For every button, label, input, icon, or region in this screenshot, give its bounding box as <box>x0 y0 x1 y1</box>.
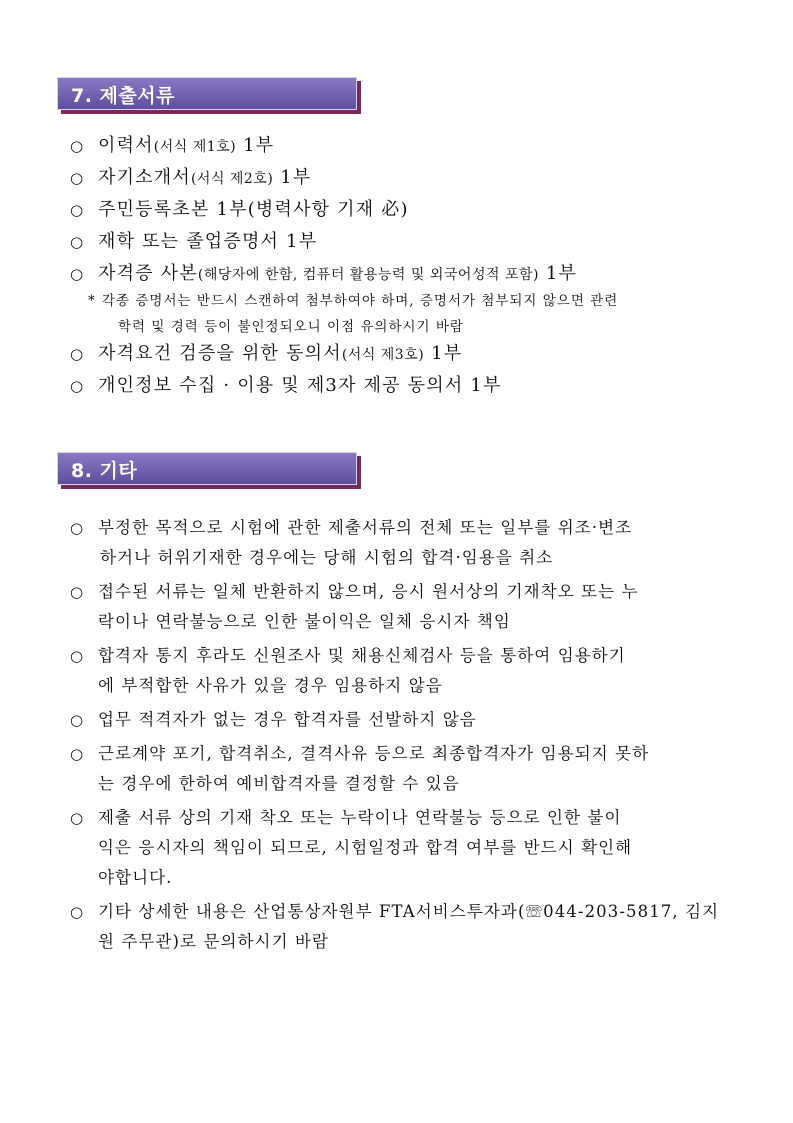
bullet-icon: ○ <box>70 745 85 763</box>
note-line-1: 각종 증명서는 반드시 스캔하여 첨부하여야 하며, 증명서가 첨부되지 않으면 관련 <box>102 293 619 309</box>
item-text: 개인정보 수집 · 이용 및 제3자 제공 동의서 1부 <box>98 375 502 396</box>
item-line: 익은 응시자의 책임이 되므로, 시험일정과 합격 여부를 반드시 확인해 <box>98 838 633 857</box>
item-text: 주민등록초본 1부(병력사항 기재 必) <box>98 199 409 220</box>
bullet-icon: ○ <box>70 345 85 363</box>
item-line: 근로계약 포기, 합격취소, 결격사유 등으로 최종합격자가 임용되지 못하 <box>98 744 650 763</box>
item-line: 접수된 서류는 일체 반환하지 않으며, 응시 원서상의 기재착오 또는 누 <box>98 582 639 601</box>
bullet-icon: ○ <box>70 169 85 187</box>
bullet-icon: ○ <box>70 265 85 283</box>
list-item <box>70 131 710 163</box>
list-item <box>70 705 710 735</box>
item-line: 야합니다. <box>98 868 173 887</box>
section-8-heading <box>57 452 357 485</box>
list-item <box>70 513 710 573</box>
section-7-heading <box>57 77 357 110</box>
bullet-icon: ○ <box>70 519 85 537</box>
item-tail: 1부 <box>273 167 312 188</box>
list-item <box>70 195 710 227</box>
item-tail: 1부 <box>538 263 578 284</box>
submission-documents-list <box>70 131 710 403</box>
list-item <box>70 259 710 291</box>
item-tail: 1부 <box>236 135 275 156</box>
item-line: 부정한 목적으로 시험에 관한 제출서류의 전체 또는 일부를 위조·변조 <box>98 518 633 537</box>
item-text: 이력서 <box>98 135 154 156</box>
list-item <box>70 739 710 799</box>
note-line-2: 학력 및 경력 등이 불인정되오니 이점 유의하시기 바람 <box>118 319 464 335</box>
list-item <box>70 227 710 259</box>
item-line: 원 주무관)로 문의하시기 바람 <box>98 932 330 951</box>
item-text: 자격요건 검증을 위한 동의서 <box>98 343 342 364</box>
item-line: 하거나 허위기재한 경우에는 당해 시험의 합격·임용을 취소 <box>100 548 554 567</box>
item-tail: 1부 <box>424 343 463 364</box>
bullet-icon: ○ <box>70 711 85 729</box>
section-7-title: 7. 제출서류 <box>71 85 175 107</box>
item-line: 는 경우에 한하여 예비합격자를 결정할 수 있음 <box>98 774 460 793</box>
bullet-icon: ○ <box>70 137 85 155</box>
list-item <box>70 163 710 195</box>
item-text: 자기소개서 <box>98 167 191 188</box>
item-line: 에 부적합한 사유가 있을 경우 임용하지 않음 <box>98 676 443 695</box>
asterisk-icon: * <box>88 293 96 309</box>
item-text: 자격증 사본 <box>98 263 198 284</box>
item-line: 합격자 통지 후라도 신원조사 및 채용신체검사 등을 통하여 임용하기 <box>98 646 626 665</box>
list-item <box>70 371 710 403</box>
list-item <box>70 897 720 957</box>
document-note <box>70 288 710 340</box>
bullet-icon: ○ <box>70 233 85 251</box>
item-line: 기타 상세한 내용은 산업통상자원부 FTA서비스투자과(☏044-203-5817, 김지 <box>98 902 720 921</box>
item-note: (서식 제2호) <box>190 171 274 187</box>
bullet-icon: ○ <box>70 809 85 827</box>
item-line: 락이나 연락불능으로 인한 불이익은 일체 응시자 책임 <box>98 612 511 631</box>
item-note: (서식 제1호) <box>153 139 237 155</box>
item-note: (해당자에 한함, 컴퓨터 활용능력 및 외국어성적 포함) <box>197 267 539 283</box>
list-item <box>70 641 710 701</box>
list-item <box>70 577 710 637</box>
bullet-icon: ○ <box>70 903 85 921</box>
bullet-icon: ○ <box>70 201 85 219</box>
item-note: (서식 제3호) <box>341 347 425 363</box>
item-line: 업무 적격자가 없는 경우 합격자를 선발하지 않음 <box>98 710 477 729</box>
bullet-icon: ○ <box>70 583 85 601</box>
section-8-title: 8. 기타 <box>71 460 138 482</box>
list-item <box>70 803 710 893</box>
item-line: 제출 서류 상의 기재 착오 또는 누락이나 연락불능 등으로 인한 불이 <box>98 808 622 827</box>
item-text: 재학 또는 졸업증명서 1부 <box>98 231 318 252</box>
bullet-icon: ○ <box>70 647 85 665</box>
other-notices-list <box>70 513 720 961</box>
list-item <box>70 339 710 371</box>
bullet-icon: ○ <box>70 377 85 395</box>
